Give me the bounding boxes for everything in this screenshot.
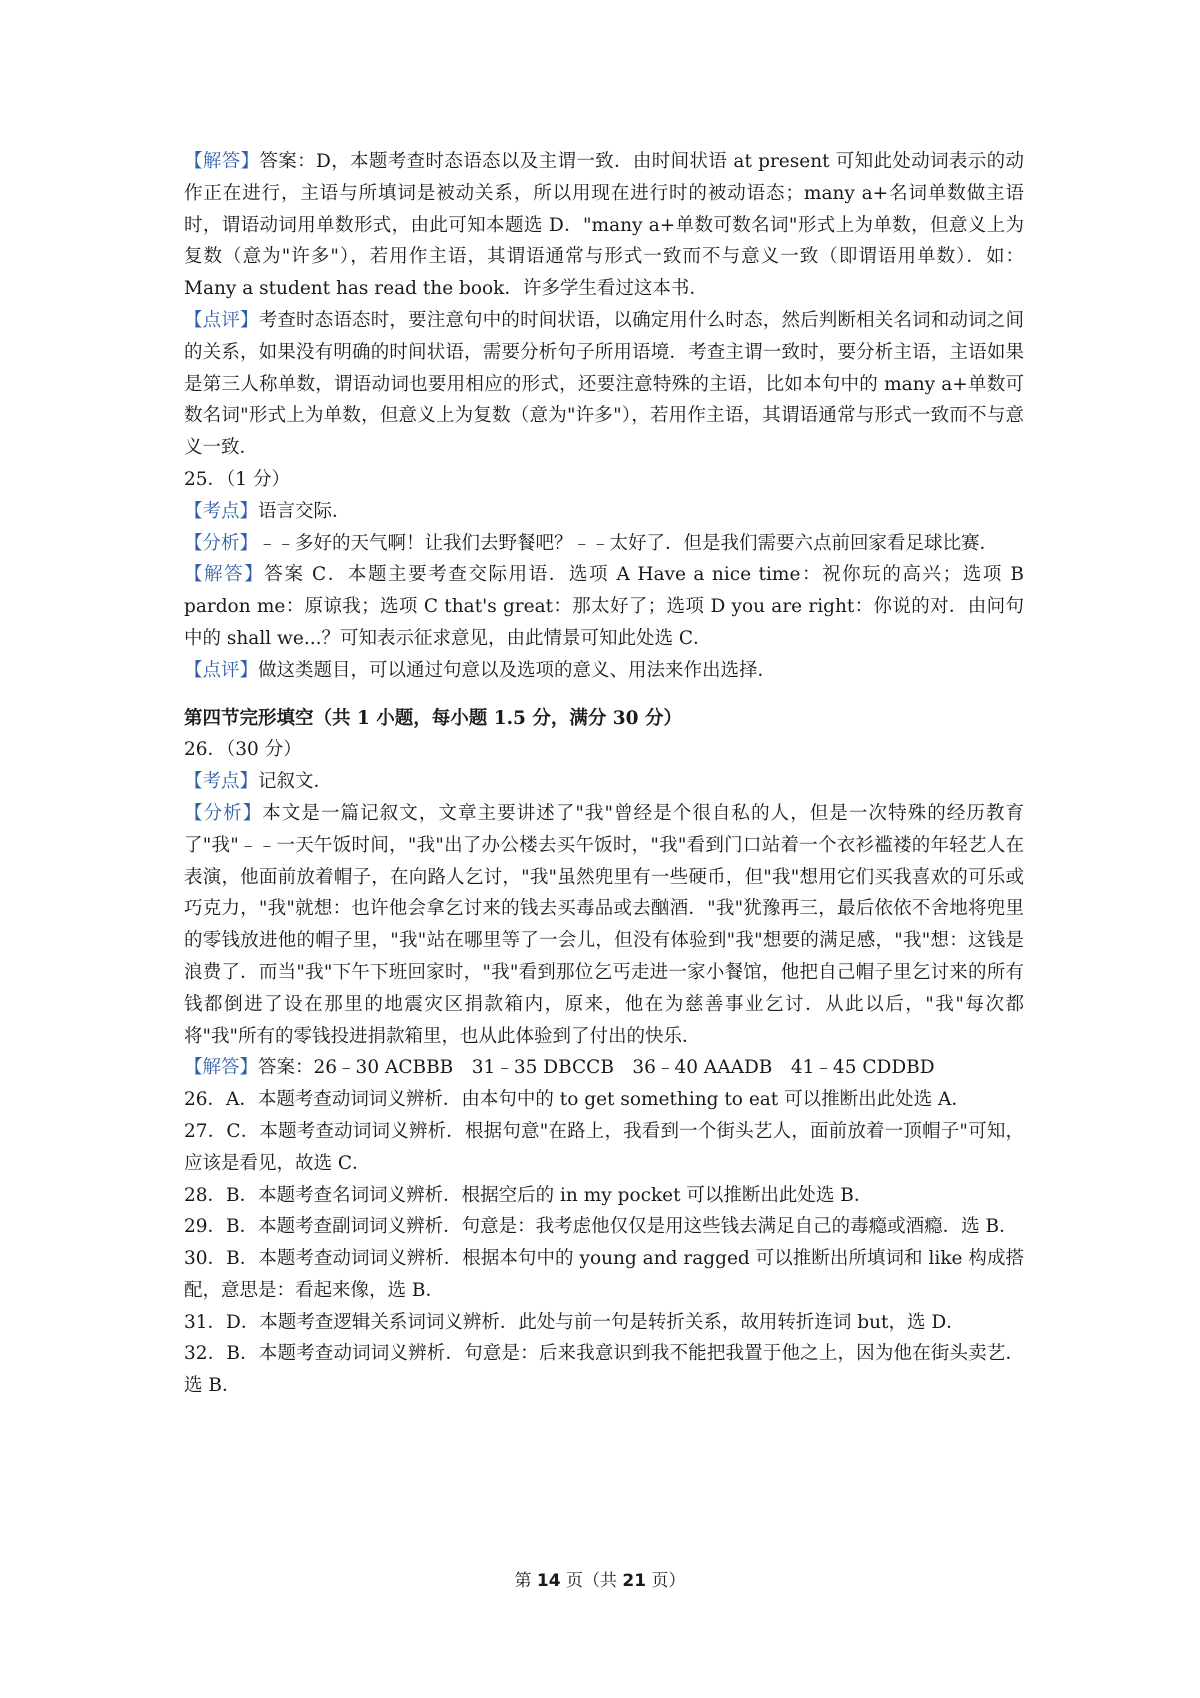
list-item: 27．C．本题考查动词词义辨析．根据句意"在路上，我看到一个街头艺人，面前放着一顶帽子"可知，应该是看见，故选 C．: [184, 1120, 1024, 1174]
answer-tag: 【解答】: [184, 151, 260, 172]
answer-tag: 【解答】: [184, 564, 265, 586]
answer-tag: 【解答】: [184, 1057, 259, 1079]
page-number: 14: [536, 1571, 561, 1591]
q25-analysis: [184, 528, 1024, 560]
analysis-tag: 【分析】: [184, 532, 259, 554]
q25-header: 25．（1 分）: [184, 468, 290, 490]
point-text: 记叙文．: [258, 771, 333, 793]
page-total: 21: [622, 1571, 647, 1591]
q26-answer: [184, 1052, 1024, 1084]
list-item: 32．B．本题考查动词词义辨析．句意是：后来我意识到我不能把我置于他之上，因为他在街头卖艺．选 B．: [184, 1343, 1024, 1397]
section-gap: [184, 687, 1024, 703]
answer-text: 答案 C．本题主要考查交际用语．选项 A Have a nice time：祝你玩的高兴；选项 B pardon me：原谅我；选项 C that's great：那太好了；选项 D you are right：你说的对．由问句中的 shall we...？可知表示征求意见，由此情景可知此处选 C．: [184, 564, 1024, 649]
comment-tag: 【点评】: [184, 659, 259, 681]
list-item: 26．A．本题考查动词词义辨析．由本句中的 to get something to eat 可以推断出此处选 A．: [184, 1089, 970, 1111]
page-footer: [0, 1566, 1200, 1591]
footer-middle: 页（共: [560, 1571, 623, 1591]
q25-comment: [184, 655, 1024, 687]
list-item: 31．D．本题考查逻辑关系词词义辨析．此处与前一句是转折关系，故用转折连词 but，选 D．: [184, 1311, 965, 1333]
list-item: 29．B．本题考查副词词义辨析．句意是：我考虑他仅仅是用这些钱去满足自己的毒瘾或酒瘾．选 B．: [184, 1216, 1018, 1238]
document-body: [184, 146, 1024, 1402]
comment-text: 考查时态语态时，要注意句中的时间状语，以确定用什么时态，然后判断相关名词和动词之间的关系，如果没有明确的时间状语，需要分析句子所用语境．考查主谓一致时，要分析主语，主语如果是第三人称单数，谓语动词也要用相应的形式，还要注意特殊的主语，比如本句中的 many a+单数可数名词"形式上为单数，但意义上为复数（意为"许多"），若用作主语，其谓语通常与形式一致而不与意义一致．: [184, 309, 1024, 459]
q26-analysis: [184, 798, 1024, 1052]
q25-answer: [184, 559, 1024, 654]
point-tag: 【考点】: [184, 500, 259, 522]
footer-prefix: 第: [514, 1571, 537, 1591]
q26-header: 26．（30 分）: [184, 739, 302, 761]
point-tag: 【考点】: [184, 771, 259, 793]
section-heading: 第四节完形填空（共 1 小题，每小题 1.5 分，满分 30 分）: [184, 707, 682, 729]
q25-point: [184, 496, 1024, 528]
comment-tag: 【点评】: [184, 309, 259, 331]
analysis-text: ﹣﹣多好的天气啊！让我们去野餐吧？﹣﹣太好了．但是我们需要六点前回家看足球比赛．: [258, 532, 999, 554]
analysis-text: 本文是一篇记叙文，文章主要讲述了"我"曾经是个很自私的人，但是一次特殊的经历教育了"我"﹣﹣一天午饭时间，"我"出了办公楼去买午饭时，"我"看到门口站着一个衣衫褴褛的年轻艺人在表演，他面前放着帽子，在向路人乞讨，"我"虽然兜里有一些硬币，但"我"想用它们买我喜欢的可乐或巧克力，"我"就想：也许他会拿乞讨来的钱去买毒品或去酗酒．"我"犹豫再三，最后依依不舍地将兜里的零钱放进他的帽子里，"我"站在哪里等了一会儿，但没有体验到"我"想要的满足感，"我"想：这钱是浪费了．而当"我"下午下班回家时，"我"看到那位乞丐走进一家小餐馆，他把自己帽子里乞讨来的所有钱都倒进了设在那里的地震灾区捐款箱内，原来，他在为慈善事业乞讨．从此以后，"我"每次都将"我"所有的零钱投进捐款箱里，也从此体验到了付出的快乐．: [184, 802, 1024, 1047]
footer-suffix: 页）: [646, 1571, 686, 1591]
point-text: 语言交际．: [258, 500, 351, 522]
q26-point: [184, 766, 1024, 798]
q24-answer: [184, 146, 1024, 305]
list-item: 28．B．本题考查名词词义辨析．根据空后的 in my pocket 可以推断出此处选 B．: [184, 1184, 873, 1206]
answer-text: 答案：26﹣30 ACBBB 31﹣35 DBCCB 36﹣40 AAADB 41﹣45 CDDBD: [258, 1057, 935, 1079]
list-item: 30．B．本题考查动词词义辨析．根据本句中的 young and ragged 可以推断出所填词和 like 构成搭配，意思是：看起来像，选 B．: [184, 1248, 1024, 1301]
comment-text: 做这类题目，可以通过句意以及选项的意义、用法来作出选择．: [258, 659, 777, 681]
q24-comment: [184, 305, 1024, 464]
analysis-tag: 【分析】: [184, 802, 263, 824]
answer-text: 答案：D，本题考查时态语态以及主谓一致．由时间状语 at present 可知此处动词表示的动作正在进行，主语与所填词是被动关系，所以用现在进行时的被动语态；many a+名词单数做主语时，谓语动词用单数形式，由此可知本题选 D．"many a+单数可数名词"形式上为单数，但意义上为复数（意为"许多"），若用作主语，其谓语通常与形式一致而不与意义一致（即谓语用单数）．如：Many a student has read the book．许多学生看过这本书．: [184, 151, 1024, 300]
